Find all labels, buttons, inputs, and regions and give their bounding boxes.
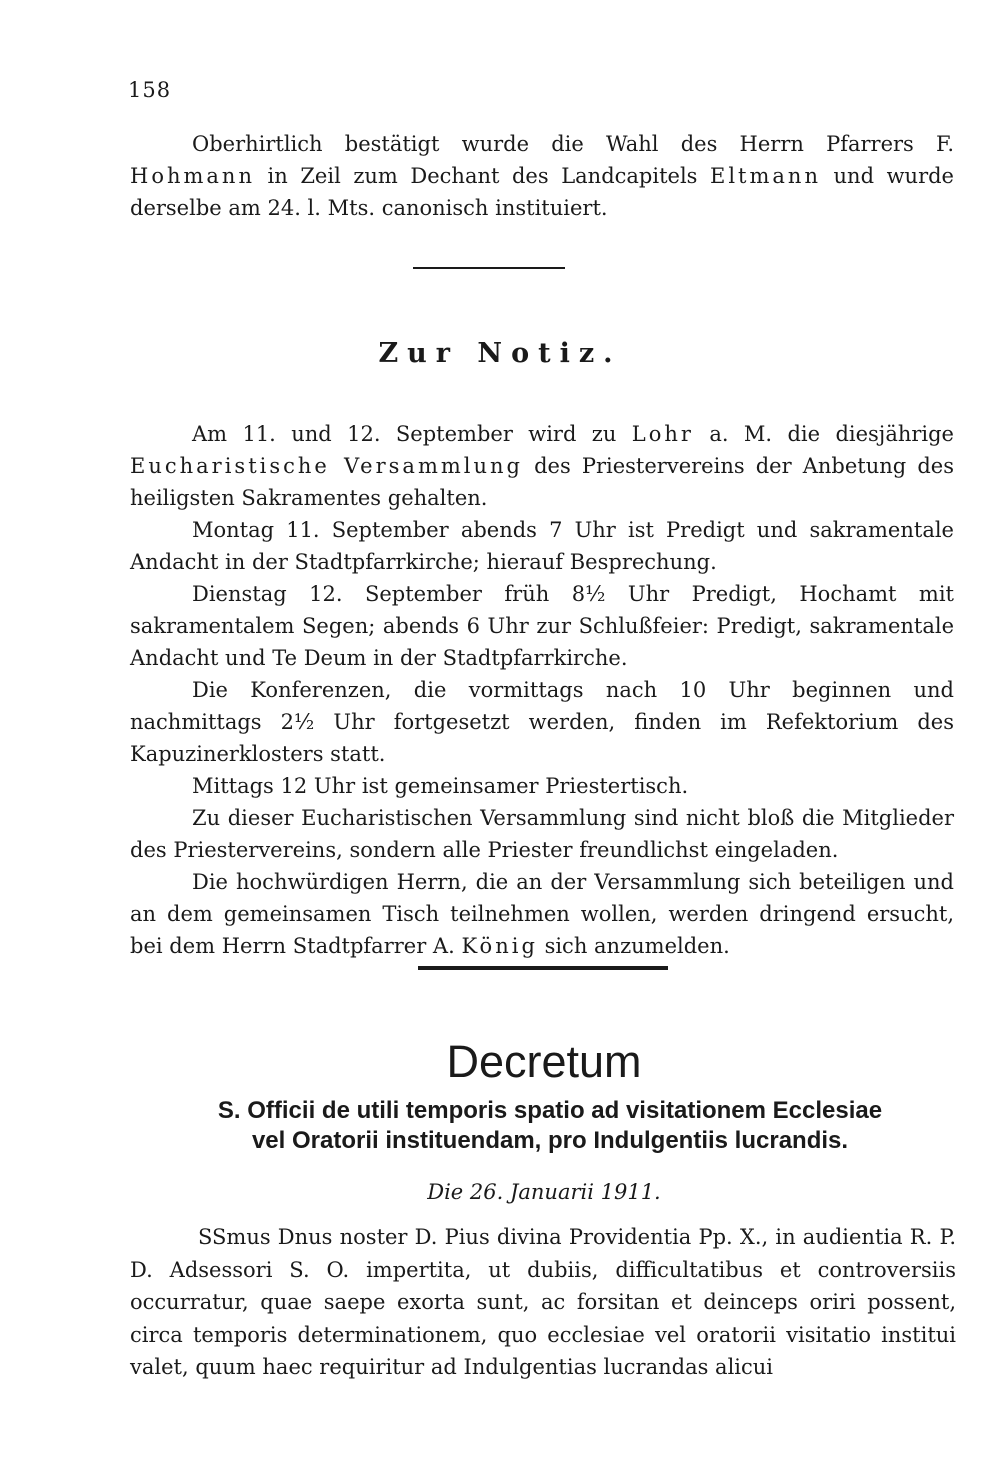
decree-date: Die 26. Januarii 1911. [427,1180,661,1204]
notice-body [130,418,954,962]
decree-subtitle [140,1096,960,1156]
decree-paragraph: SSmus Dnus noster D. Pius divina Providentia Pp. X., in audientia R. P. D. Adsessori S. O. impertita, ut dubiis, difficultatibus et controversiis occurratur, quae saepe exorta sunt, ac forsitan et deinceps oriri possent, circa temporis determinationem, quo ecclesiae vel oratorii visitatio institui valet, quum haec requiritur ad Indulgentias lucrandas alicui [130,1225,956,1379]
appointment-text: Oberhirtlich bestätigt wurde die Wahl des Herrn Pfarrers F. Hohmann in Zeil zum Dechant des Landcapitels Eltmann und wurde derselbe am 24. l. Mts. canonisch instituiert. [130,132,954,220]
notice-paragraph: Die Konferenzen, die vormittags nach 10 Uhr beginnen und nachmittags 2½ Uhr fortgesetzt werden, finden im Refektorium des Kapuzinerklosters statt. [130,678,954,766]
decree-subtitle-line: S. Officii de utili temporis spatio ad visitationem Ecclesiae [217,1097,883,1124]
decree-body [130,1221,956,1384]
page-number: 158 [128,78,172,102]
person-name: Hohmann [130,164,255,188]
decree-subtitle-line: vel Oratorii instituendam, pro Indulgentiis lucrandis. [251,1127,849,1154]
notice-paragraph: Dienstag 12. September früh 8½ Uhr Predigt, Hochamt mit sakramentalem Segen; abends 6 Uhr zur Schlußfeier: Predigt, sakramentale Andacht und Te Deum in der Stadtpfarrkirche. [130,582,954,670]
notice-heading: Zur Notiz. [378,338,622,369]
place-name: Eltmann [710,164,821,188]
appointment-paragraph [130,128,954,224]
notice-paragraph: Die hochwürdigen Herrn, die an der Versammlung sich beteiligen und an dem gemeinsamen Tisch teilnehmen wollen, werden dringend ersucht, bei dem Herrn Stadtpfarrer A. König sich anzumelden. [130,870,954,958]
pastor-name: König [461,934,538,958]
section-divider [413,267,565,269]
decree-title: Decretum [446,1036,642,1087]
event-name: Eucharistische Versammlung [130,454,523,478]
notice-paragraph: Montag 11. September abends 7 Uhr ist Predigt und sakramentale Andacht in der Stadtpfarrkirche; hierauf Besprechung. [130,518,954,574]
notice-paragraph: Mittags 12 Uhr ist gemeinsamer Priestertisch. [192,774,689,798]
section-divider [418,966,668,970]
notice-paragraph: Am 11. und 12. September wird zu Lohr a. M. die diesjährige Eucharistische Versammlung des Priestervereins der Anbetung des heiligsten Sakramentes gehalten. [130,422,954,510]
town-name: Lohr [631,422,694,446]
notice-paragraph: Zu dieser Eucharistischen Versammlung sind nicht bloß die Mitglieder des Priestervereins, sondern alle Priester freundlichst eingeladen. [130,806,954,862]
